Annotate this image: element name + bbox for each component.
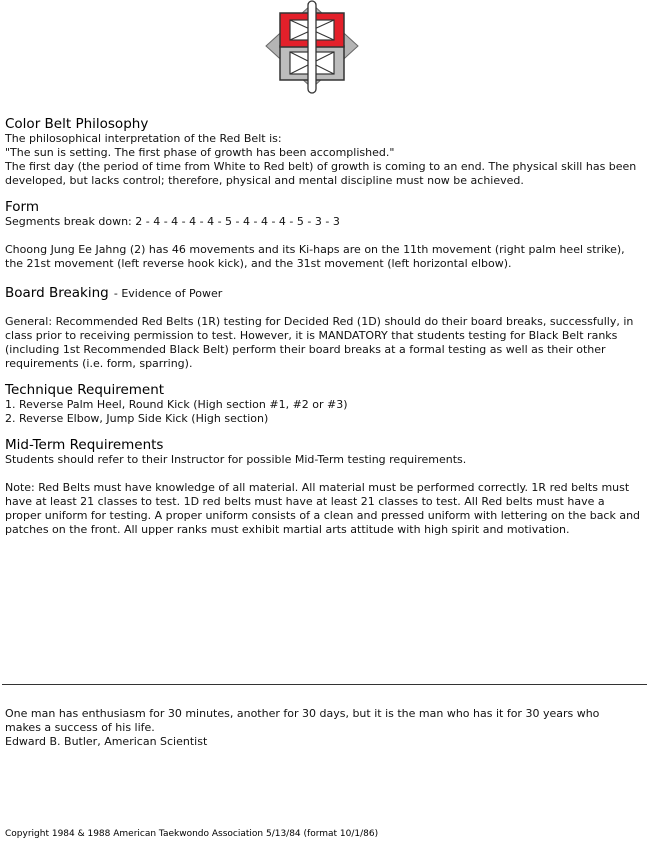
footer-quote: One man has enthusiasm for 30 minutes, another for 30 days, but it is the man who has it for 30 years who makes a success of his life. <box>5 707 600 734</box>
note-text: Red Belts must have knowledge of all material. All material must be performed correctly. 1R red belts must have at least 21 classes to test. 1D red belts must have at least 21 classes to test. All Red belts must have a proper uniform for testing. A proper uniform consists of a clean and pressed uniform with lettering on the back and patches on the front. All upper ranks must exhibit martial arts attitude with high spirit and motivation. <box>5 481 641 536</box>
section-midterm <box>5 437 643 537</box>
midterm-title: Mid-Term Requirements <box>5 437 164 453</box>
note-label: Note: <box>5 481 35 494</box>
form-title: Form <box>5 199 40 215</box>
technique-title: Technique Requirement <box>5 382 165 398</box>
footer-divider <box>2 684 647 685</box>
form-segments: Segments break down: 2 - 4 - 4 - 4 - 4 - 5 - 4 - 4 - 4 - 5 - 3 - 3 <box>5 215 340 228</box>
footer-quote-author: Edward B. Butler, American Scientist <box>5 735 208 748</box>
board-general-label: General: <box>5 315 53 328</box>
section-philosophy <box>5 116 643 188</box>
philosophy-intro: The philosophical interpretation of the Red Belt is: <box>5 132 282 145</box>
board-title: Board Breaking <box>5 285 109 301</box>
philosophy-title: Color Belt Philosophy <box>5 116 149 132</box>
section-form <box>5 199 643 271</box>
footer-quote-block <box>5 707 615 749</box>
form-text: Choong Jung Ee Jahng (2) has 46 movements and its Ki-haps are on the 11th movement (right palm heel strike), the 21st movement (left reverse hook kick), and the 31st movement (left horizontal elbow). <box>5 243 625 270</box>
document-body <box>5 116 643 537</box>
midterm-note-block <box>5 481 643 537</box>
board-subtitle: - Evidence of Power <box>113 287 223 300</box>
midterm-text: Students should refer to their Instructor for possible Mid-Term testing requirements. <box>5 453 467 466</box>
philosophy-quote: "The sun is setting. The first phase of growth has been accomplished." <box>5 146 395 159</box>
technique-item-1: 1. Reverse Palm Heel, Round Kick (High section #1, #2 or #3) <box>5 398 348 411</box>
section-technique <box>5 382 643 426</box>
american-taekwondo-logo <box>264 0 360 94</box>
technique-item-2: 2. Reverse Elbow, Jump Side Kick (High section) <box>5 412 269 425</box>
philosophy-text: The first day (the period of time from White to Red belt) of growth is coming to an end. The physical skill has been developed, but lacks control; therefore, physical and mental discipline must now be achieved. <box>5 160 637 187</box>
board-text-block <box>5 315 643 371</box>
board-text: Recommended Red Belts (1R) testing for Decided Red (1D) should do their board breaks, successfully, in class prior to receiving permission to test. However, it is MANDATORY that students testing for Black Belt ranks (including 1st Recommended Black Belt) perform their board breaks at a formal testing as well as their other requirements (i.e. form, sparring). <box>5 315 634 370</box>
copyright-notice: Copyright 1984 & 1988 American Taekwondo Association 5/13/84 (format 10/1/86) <box>5 829 379 839</box>
section-board-breaking <box>5 282 643 371</box>
